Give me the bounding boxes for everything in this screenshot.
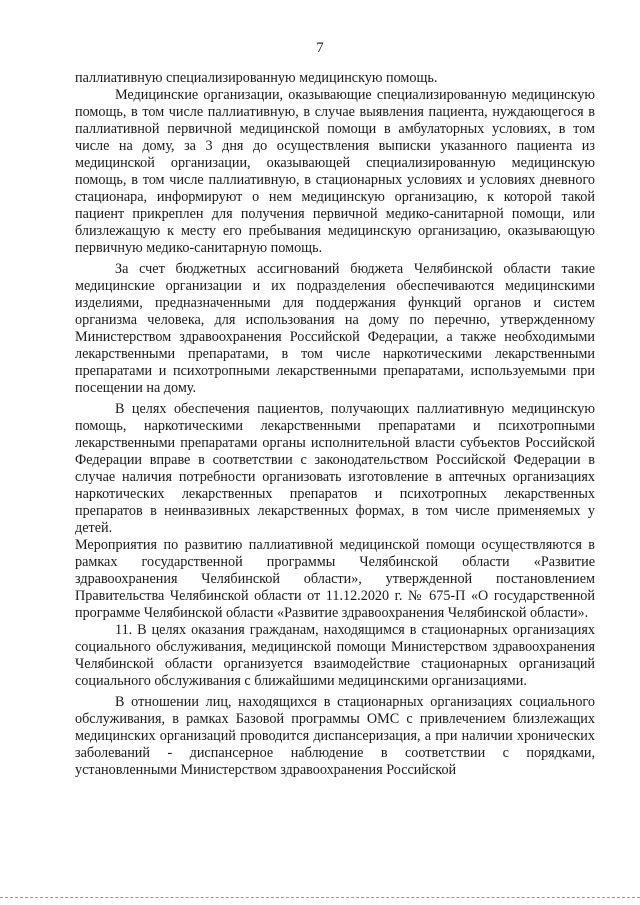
paragraph-budget-funding: За счет бюджетных ассигнований бюджета Челябинской области такие медицинские организации и их подразделения обеспечиваются медицинскими изделиями, предназначенными для поддержания функций органов и систем организма человека, для использования на дому по перечню, утвержденному Министерством здравоохранения Российской Федерации, а также необходимыми лекарственными препаратами, в том числе наркотическими лекарственными препаратами и психотропными лекарственными препаратами, используемыми при посещении на дому.: [75, 261, 595, 396]
paragraph-narcotic-provision: В целях обеспечения пациентов, получающих паллиативную медицинскую помощь, наркотическими лекарственными препаратами и психотропными лекарственными препаратами органы исполнительной власти субъектов Российской Федерации вправе в соответствии с законодательством Российской Федерации в случае наличия потребности организовать изготовление в аптечных организациях наркотических лекарственных препаратов и психотропных лекарственных препаратов в неинвазивных лекарственных формах, в том числе применяемых у детей.: [75, 401, 595, 536]
paragraph-continuation: паллиативную специализированную медицинскую помощь.: [75, 70, 438, 86]
paragraph-specialized-care: Медицинские организации, оказывающие специализированную медицинскую помощь, в том числе паллиативную, в случае выявления пациента, нуждающегося в паллиативной первичной медицинской помощи в амбулаторных условиях, в том числе на дому, за 3 дня до осуществления выписки указанного пациента из медицинской организации, оказывающей специализированную медицинскую помощь, в том числе паллиативную, в стационарных условиях и условиях дневного стационара, информируют о нем медицинскую организацию, к которой такой пациент прикреплен для получения первичной медико-санитарной помощи, или близлежащую к месту его пребывания медицинскую организацию, оказывающую первичную медико-санитарную помощь.: [75, 87, 595, 256]
paragraph-item-11: 11. В целях оказания гражданам, находящимся в стационарных организациях социального обслуживания, медицинской помощи Министерством здравоохранения Челябинской области организуется взаимодействие стационарных организаций социального обслуживания с ближайшими медицинскими организациями.: [75, 622, 595, 689]
document-body: [75, 70, 595, 779]
scan-edge-line: [0, 897, 640, 899]
paragraph-state-program: Мероприятия по развитию паллиативной медицинской помощи осуществляются в рамках государственной программы Челябинской области «Развитие здравоохранения Челябинской области», утвержденной постановлением Правительства Челябинской области от 11.12.2020 г. № 675-П «О государственной программе Челябинской области «Развитие здравоохранения Челябинской области».: [75, 537, 595, 621]
paragraph-social-service: В отношении лиц, находящихся в стационарных организациях социального обслуживания, в рамках Базовой программы ОМС с привлечением близлежащих медицинских организаций проводится диспансеризация, а при наличии хронических заболеваний - диспансерное наблюдение в соответствии с порядками, установленными Министерством здравоохранения Российской: [75, 694, 595, 778]
page-number: 7: [316, 40, 324, 56]
